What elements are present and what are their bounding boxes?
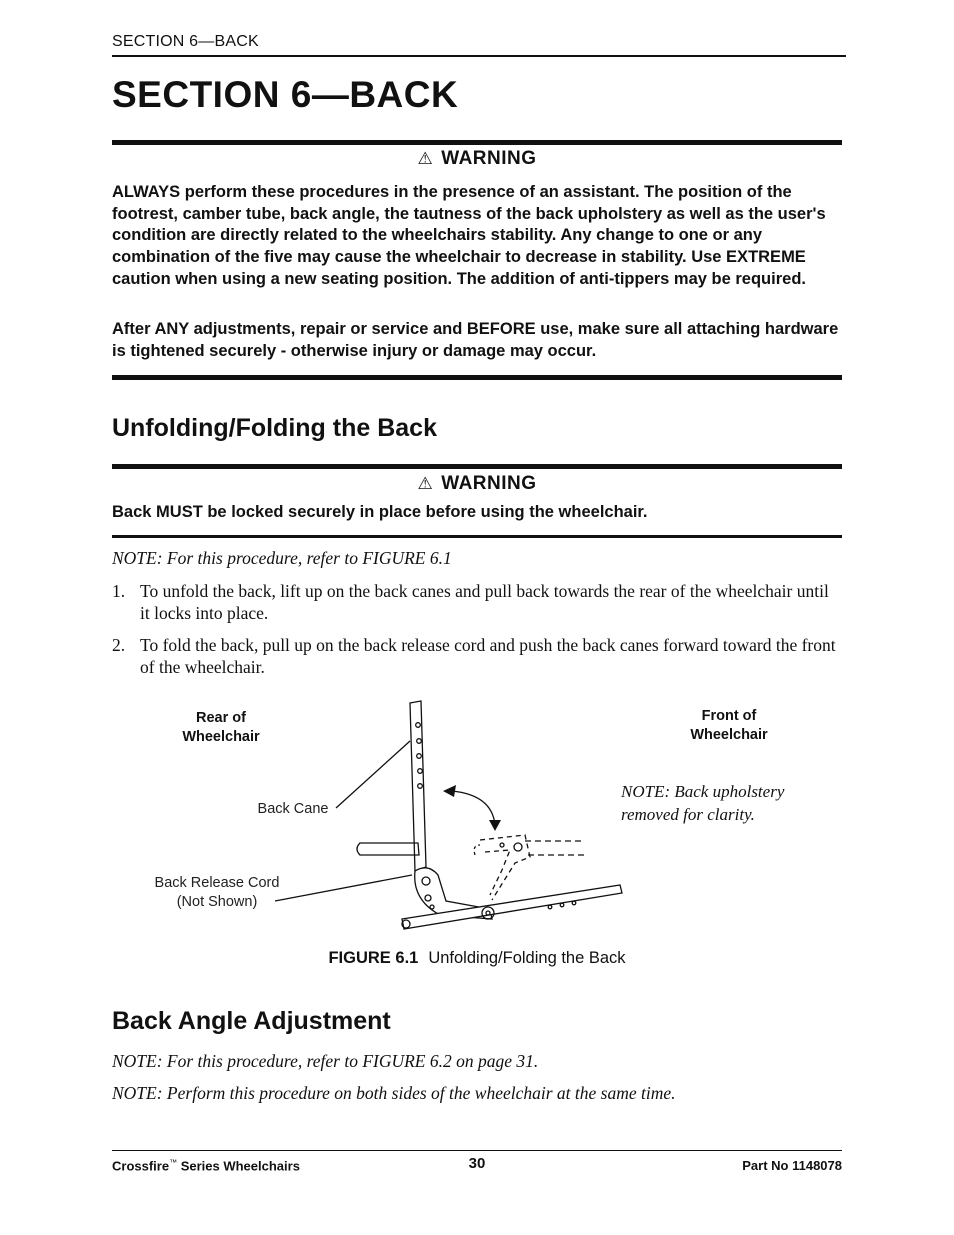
release-label-line-1: Back Release Cord [154, 875, 280, 891]
warning-bottom-rule [112, 375, 842, 380]
trademark-symbol: ™ [169, 1158, 178, 1167]
footer-rule [112, 1150, 842, 1151]
step-text: To unfold the back, lift up on the back canes and pull back towards the rear of the wheelchair until it locks into place. [140, 581, 829, 623]
figure-note [621, 780, 821, 826]
header-rule [112, 55, 846, 57]
rear-label-line-2: Wheelchair [182, 729, 260, 745]
running-head: SECTION 6—BACK [112, 33, 259, 50]
warning-heading [112, 148, 842, 170]
footer-product-name: Crossfire [112, 1158, 170, 1174]
page-title: SECTION 6—BACK [112, 74, 459, 115]
footer-product-suffix: Series Wheelchairs [177, 1158, 300, 1174]
figure-note-line-1: NOTE: Back upholstery [621, 782, 785, 801]
figure-label-release-cord [144, 874, 290, 912]
step-text: To fold the back, pull up on the back release cord and push the back canes forward toward the front of the wheelchair. [140, 635, 836, 677]
release-label-line-2: (Not Shown) [176, 894, 258, 910]
warning-paragraph-1: ALWAYS perform these procedures in the presence of an assistant. The position of the footrest, camber tube, back angle, the tautness of the back upholstery as well as the user's condition are directly related to the wheelchairs stability. Any change to one or any combination of the five may cause the wheelchair to decrease in stability. Use EXTREME caution when using a new seating position. The addition of anti-tippers may be required. [112, 183, 826, 288]
page-number: 30 [468, 1155, 486, 1172]
front-label-line-1: Front of [701, 708, 757, 724]
figure-note-line-2: removed for clarity. [621, 805, 755, 824]
figure-caption-text: Unfolding/Folding the Back [428, 949, 626, 967]
figure-6-1 [140, 695, 830, 945]
warning-2-label: WARNING [441, 473, 537, 494]
figure-label-back-cane: Back Cane [257, 801, 329, 817]
list-item [112, 634, 842, 678]
procedure-note: NOTE: For this procedure, refer to FIGURE 6.1 [112, 548, 452, 568]
warning-2-top-rule [112, 464, 842, 469]
warning-top-rule [112, 140, 842, 145]
back-angle-note-2: NOTE: Perform this procedure on both sides of the wheelchair at the same time. [112, 1083, 676, 1103]
figure-caption [0, 949, 954, 968]
part-number: Part No 1148078 [742, 1158, 842, 1173]
list-item [112, 580, 842, 624]
figure-label-rear [168, 709, 274, 747]
figure-label-front [674, 707, 784, 745]
warning-2-heading [112, 473, 842, 495]
back-angle-note-1: NOTE: For this procedure, refer to FIGURE 6.2 on page 31. [112, 1051, 539, 1071]
step-number: 2. [112, 635, 126, 655]
front-label-line-2: Wheelchair [690, 727, 768, 743]
step-number: 1. [112, 581, 126, 601]
warning-label: WARNING [441, 148, 537, 169]
section-heading-back-angle: Back Angle Adjustment [112, 1007, 391, 1035]
warning-2-text: Back MUST be locked securely in place before using the wheelchair. [112, 503, 648, 521]
rear-label-line-1: Rear of [196, 710, 246, 726]
warning-paragraph-2: After ANY adjustments, repair or service and BEFORE use, make sure all attaching hardware is tightened securely - otherwise injury or damage may occur. [112, 320, 839, 360]
figure-number: FIGURE 6.1 [328, 949, 419, 967]
warning-triangle-icon: ⚠ [417, 474, 434, 493]
section-heading-unfolding: Unfolding/Folding the Back [112, 414, 437, 442]
warning-triangle-icon: ⚠ [417, 149, 434, 168]
warning-2-bottom-rule [112, 535, 842, 538]
